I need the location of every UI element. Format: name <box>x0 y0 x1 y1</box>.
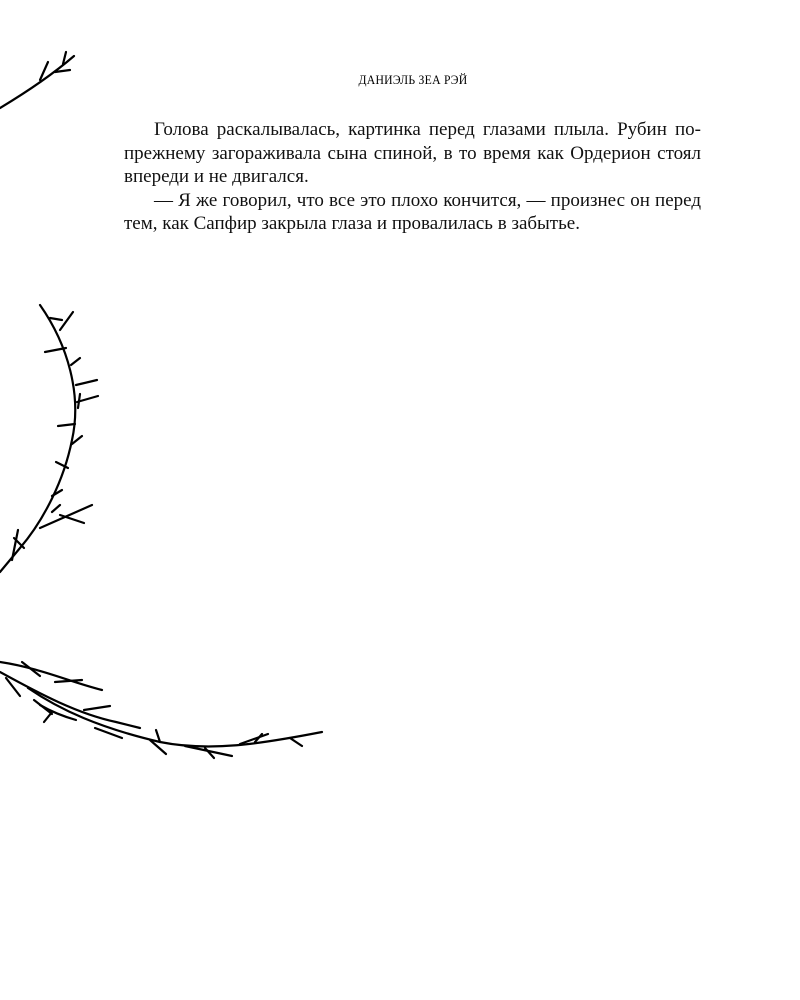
paragraph-2: — Я же говорил, что все это плохо кончится, — произнес он перед тем, как Сапфир закрыла глаза и провалилась в забытье. <box>124 189 701 234</box>
paragraph-1: Голова раскалывалась, картинка перед глазами плыла. Рубин по-прежнему загораживала сына спиной, в то время как Ордерион стоял впереди и не двигался. <box>124 119 701 187</box>
middle-branch-icon <box>0 305 98 572</box>
bottom-branch-icon <box>0 662 322 758</box>
body-text <box>124 118 701 236</box>
running-head: ДАНИЭЛЬ ЗЕА РЭЙ <box>358 72 468 87</box>
